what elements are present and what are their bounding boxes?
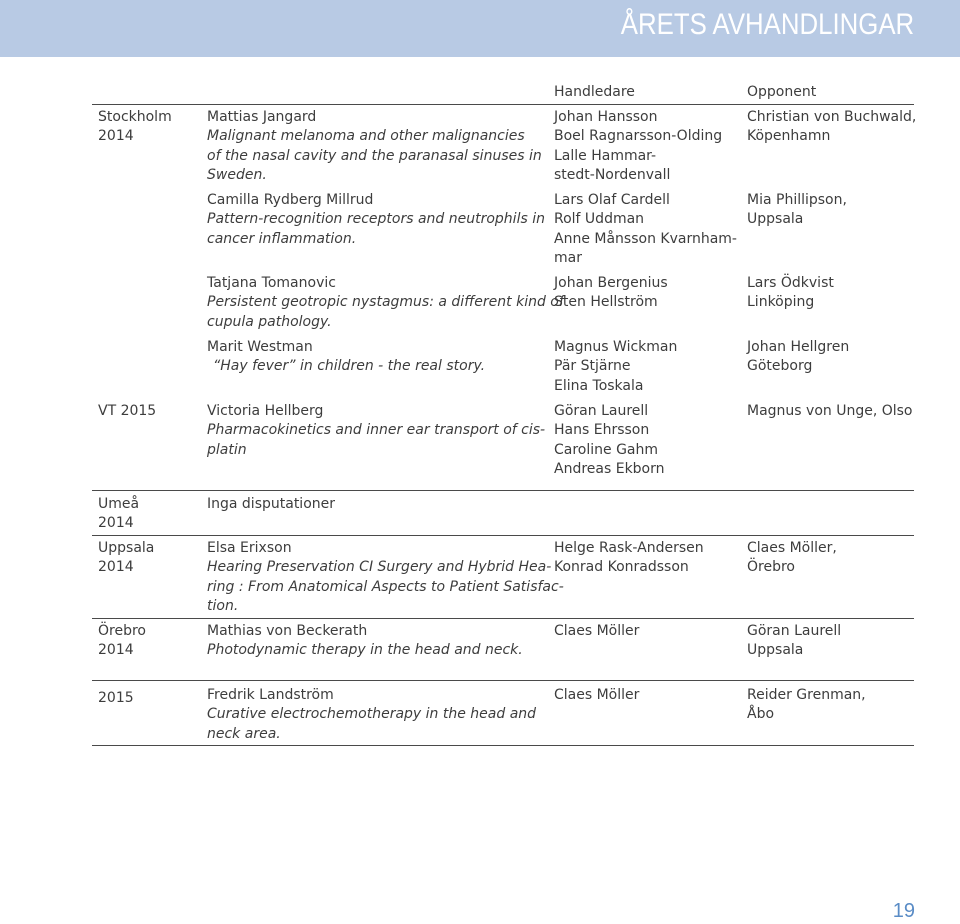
thesis-title-line: Photodynamic therapy in the head and neck. xyxy=(207,642,523,659)
thesis-title-line: Sweden. xyxy=(207,166,267,183)
opponent: Lars Ödkvist Linköping xyxy=(747,275,834,311)
thesis-title-line: of the nasal cavity and the paranasal sinuses in xyxy=(207,147,542,164)
no-dissertations-note: Inga disputationer xyxy=(207,496,336,512)
thesis-title-line: tion. xyxy=(207,597,239,614)
author-name: Mattias Jangard xyxy=(207,109,317,125)
author-name: Tatjana Tomanovic xyxy=(207,275,336,291)
thesis-title-line: ring : From Anatomical Aspects to Patient Satisfac- xyxy=(207,578,564,595)
thesis-title-line: platin xyxy=(207,441,247,458)
thesis-entry xyxy=(207,402,546,460)
supervisors: Claes Möller xyxy=(554,687,640,703)
supervisors: Magnus Wickman Pär Stjärne Elina Toskala xyxy=(554,339,678,394)
thesis-entry xyxy=(207,338,537,377)
thesis-title-line: Malignant melanoma and other malignancies xyxy=(207,128,525,145)
supervisors: Claes Möller xyxy=(554,623,640,639)
section-divider xyxy=(92,535,914,536)
location-orebro: Örebro 2014 xyxy=(98,623,146,659)
opponent: Mia Phillipson, Uppsala xyxy=(747,192,847,228)
page-number: 19 xyxy=(892,900,915,922)
thesis-title-line: cupula pathology. xyxy=(207,313,332,330)
opponent: Göran Laurell Uppsala xyxy=(747,623,842,659)
thesis-title-line: Pharmacokinetics and inner ear transport of cis- xyxy=(207,422,546,439)
thesis-title-line: Hearing Preservation CI Surgery and Hybrid Hea- xyxy=(207,559,552,576)
thesis-entry xyxy=(207,108,542,185)
author-name: Camilla Rydberg Millrud xyxy=(207,192,374,208)
location-umea: Umeå 2014 xyxy=(98,496,140,532)
thesis-title-line: Persistent geotropic nystagmus: a different kind of xyxy=(207,294,564,311)
thesis-title-line: Curative electrochemotherapy in the head and xyxy=(207,706,537,723)
term-label: VT 2015 xyxy=(98,403,157,419)
thesis-title-line: cancer inflammation. xyxy=(207,230,357,247)
opponent: Magnus von Unge, Olso xyxy=(747,403,913,419)
opponent-column-header: Opponent xyxy=(747,84,817,100)
thesis-title-line: “Hay fever” in children - the real story. xyxy=(213,358,486,375)
page-title: ÅRETS AVHANDLINGAR xyxy=(620,8,914,41)
thesis-title-line: neck area. xyxy=(207,725,281,742)
section-divider xyxy=(92,745,914,746)
opponent: Reider Grenman, Åbo xyxy=(747,687,866,723)
author-name: Mathias von Beckerath xyxy=(207,623,368,639)
supervisor-column-header: Handledare xyxy=(554,84,635,100)
supervisors: Lars Olaf Cardell Rolf Uddman Anne Månsson Kvarnham- mar xyxy=(554,192,737,266)
author-name: Marit Westman xyxy=(207,339,313,355)
thesis-title-line: Pattern-recognition receptors and neutrophils in xyxy=(207,211,545,228)
section-divider xyxy=(92,680,914,681)
thesis-entry xyxy=(207,191,545,249)
opponent: Claes Möller, Örebro xyxy=(747,540,837,576)
thesis-entry xyxy=(207,539,564,616)
location-uppsala: Uppsala 2014 xyxy=(98,540,155,576)
supervisors: Johan Bergenius Sten Hellström xyxy=(554,275,668,311)
location-stockholm: Stockholm 2014 xyxy=(98,109,172,145)
supervisors: Johan Hansson Boel Ragnarsson-Olding Lalle Hammar- stedt-Nordenvall xyxy=(554,109,723,183)
author-name: Victoria Hellberg xyxy=(207,403,324,419)
supervisors: Göran Laurell Hans Ehrsson Caroline Gahm Andreas Ekborn xyxy=(554,403,665,477)
opponent: Johan Hellgren Göteborg xyxy=(747,339,850,375)
header-banner xyxy=(0,0,960,57)
thesis-entry xyxy=(207,686,537,744)
thesis-entry xyxy=(207,274,564,332)
author-name: Fredrik Landström xyxy=(207,687,334,703)
thesis-entry xyxy=(207,622,537,661)
opponent: Christian von Buchwald, Köpenhamn xyxy=(747,109,917,145)
section-divider xyxy=(92,618,914,619)
header-divider xyxy=(92,104,914,105)
author-name: Elsa Erixson xyxy=(207,540,292,556)
section-divider xyxy=(92,490,914,491)
year-label: 2015 xyxy=(98,690,134,706)
supervisors: Helge Rask-Andersen Konrad Konradsson xyxy=(554,540,704,576)
